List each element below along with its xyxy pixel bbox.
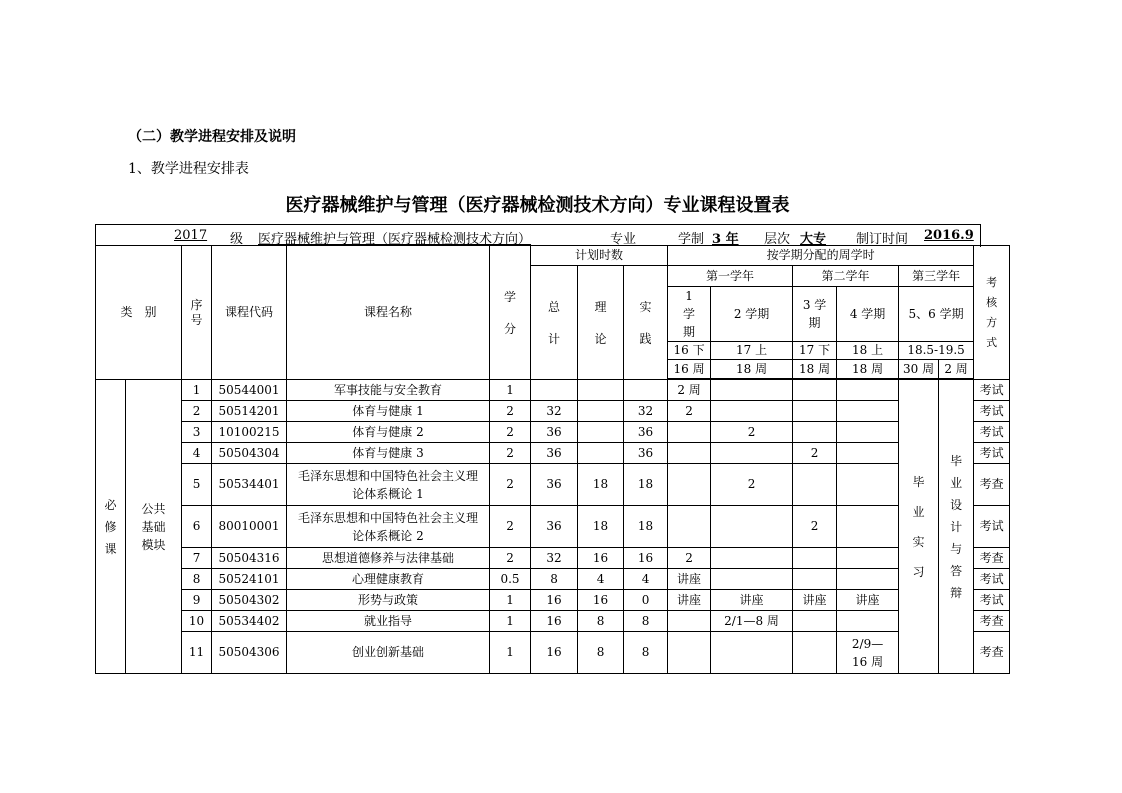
row-theory [578,443,624,464]
row-term2: 讲座 [711,590,793,611]
header-term2: 2 学期 [711,287,793,342]
row-code: 50514201 [212,401,287,422]
header-term56-period: 18.5-19.5 [899,342,974,360]
header-term1-weeks: 16 周 [668,360,711,379]
table-row [96,611,1010,632]
row-term4 [837,611,899,632]
header-term1-period: 16 下 [668,342,711,360]
row-term2: 2/1—8 周 [711,611,793,632]
row-credit: 1 [490,611,531,632]
row-practice: 32 [624,401,668,422]
row-code: 50534401 [212,464,287,506]
header-credit: 学分 [490,246,531,380]
document-title: 医疗器械维护与管理（医疗器械检测技术方向）专业课程设置表 [285,195,790,216]
category-required: 必修课 [96,380,126,674]
header-term6-weeks: 2 周 [939,360,974,379]
module-public-basic: 公共基础模块 [126,380,182,674]
row-term1 [668,443,711,464]
row-code: 10100215 [212,422,287,443]
row-practice: 8 [624,632,668,674]
major-suffix: 专业 [610,232,637,247]
row-term2 [711,443,793,464]
header-name: 课程名称 [287,246,490,380]
row-no: 6 [182,506,212,548]
row-name: 就业指导 [287,611,490,632]
header-term3: 3 学期 [793,287,837,342]
row-no: 3 [182,422,212,443]
header-term4-period: 18 上 [837,342,899,360]
row-exam: 考查 [974,632,1010,674]
grade-year: 2017 [174,228,208,243]
header-practice: 实践 [624,266,668,380]
row-term3: 2 [793,443,837,464]
row-theory: 8 [578,632,624,674]
row-theory [578,401,624,422]
row-exam: 考查 [974,464,1010,506]
row-term4 [837,401,899,422]
course-table [95,245,1010,674]
row-code: 50504316 [212,548,287,569]
header-term2-period: 17 上 [711,342,793,360]
major-name: 医疗器械维护与管理（医疗器械检测技术方向） [258,232,532,247]
row-code: 50544001 [212,380,287,401]
row-total: 16 [531,632,578,674]
row-no: 2 [182,401,212,422]
row-total: 36 [531,464,578,506]
row-exam: 考试 [974,401,1010,422]
row-term4 [837,569,899,590]
row-term3 [793,611,837,632]
header-year1: 第一学年 [668,266,793,287]
row-credit: 0.5 [490,569,531,590]
row-exam: 考试 [974,569,1010,590]
row-term1: 讲座 [668,590,711,611]
row-no: 11 [182,632,212,674]
row-name: 形势与政策 [287,590,490,611]
row-credit: 2 [490,548,531,569]
row-total [531,380,578,401]
row-credit: 1 [490,590,531,611]
row-term2 [711,506,793,548]
row-term2 [711,632,793,674]
row-exam: 考查 [974,611,1010,632]
row-total: 8 [531,569,578,590]
row-no: 9 [182,590,212,611]
row-term1 [668,422,711,443]
row-practice: 18 [624,506,668,548]
header-term4-weeks: 18 周 [837,360,899,379]
header-term3-weeks: 18 周 [793,360,837,379]
row-name: 思想道德修养与法律基础 [287,548,490,569]
row-term1: 2 [668,401,711,422]
row-practice: 0 [624,590,668,611]
row-theory: 8 [578,611,624,632]
table-row [96,401,1010,422]
header-total: 总计 [531,266,578,380]
row-no: 7 [182,548,212,569]
row-practice: 36 [624,443,668,464]
header-term5-weeks: 30 周 [899,360,939,379]
row-term2 [711,569,793,590]
row-term1 [668,464,711,506]
row-total: 32 [531,548,578,569]
info-row [95,224,981,247]
row-total: 36 [531,422,578,443]
row-term4 [837,548,899,569]
row-term3 [793,464,837,506]
row-term2 [711,401,793,422]
internship: 毕业实习 [899,380,939,674]
row-name: 毛泽东思想和中国特色社会主义理论体系概论 1 [287,464,490,506]
grade-suffix: 级 [230,232,244,247]
row-code: 50504302 [212,590,287,611]
row-no: 1 [182,380,212,401]
row-exam: 考试 [974,443,1010,464]
row-name: 体育与健康 1 [287,401,490,422]
row-practice [624,380,668,401]
row-no: 4 [182,443,212,464]
row-exam: 考试 [974,380,1010,401]
row-practice: 18 [624,464,668,506]
row-total: 16 [531,590,578,611]
header-assessment: 考核方式 [974,246,1010,380]
row-theory: 4 [578,569,624,590]
row-term3: 讲座 [793,590,837,611]
row-term4: 2/9—16 周 [837,632,899,674]
row-credit: 2 [490,464,531,506]
table-row [96,590,1010,611]
row-term3 [793,569,837,590]
row-exam: 考试 [974,506,1010,548]
header-term4: 4 学期 [837,287,899,342]
table-row [96,422,1010,443]
row-term3 [793,380,837,401]
row-credit: 2 [490,443,531,464]
row-exam: 考试 [974,422,1010,443]
row-name: 体育与健康 2 [287,422,490,443]
row-exam: 考查 [974,548,1010,569]
row-credit: 2 [490,422,531,443]
row-exam: 考试 [974,590,1010,611]
row-code: 80010001 [212,506,287,548]
row-name: 毛泽东思想和中国特色社会主义理论体系概论 2 [287,506,490,548]
row-total: 36 [531,506,578,548]
row-term4 [837,422,899,443]
header-code: 课程代码 [212,246,287,380]
header-term1: 1 学期 [668,287,711,342]
row-term1: 讲座 [668,569,711,590]
row-practice: 36 [624,422,668,443]
row-total: 16 [531,611,578,632]
row-term1: 2 [668,548,711,569]
row-term3 [793,422,837,443]
row-practice: 16 [624,548,668,569]
header-theory: 理论 [578,266,624,380]
thesis-defense: 毕业设计与答辩 [939,380,974,674]
header-term2-weeks: 18 周 [711,360,793,379]
row-term2: 2 [711,464,793,506]
row-code: 50504304 [212,443,287,464]
row-code: 50504306 [212,632,287,674]
row-theory: 18 [578,464,624,506]
row-term1 [668,611,711,632]
sub-heading: 1、教学进程安排表 [128,161,249,177]
row-name: 体育与健康 3 [287,443,490,464]
level-value: 大专 [800,232,827,247]
table-row [96,548,1010,569]
table-row [96,464,1010,506]
row-credit: 2 [490,401,531,422]
level-label: 层次 [764,232,791,247]
row-no: 10 [182,611,212,632]
row-theory [578,380,624,401]
row-term2: 2 [711,422,793,443]
row-name: 心理健康教育 [287,569,490,590]
header-year2: 第二学年 [793,266,899,287]
row-code: 50524101 [212,569,287,590]
duration-value: 3 年 [712,232,739,247]
table-row [96,506,1010,548]
header-seq: 序号 [182,246,212,380]
table-row [96,632,1010,674]
row-credit: 2 [490,506,531,548]
header-term3-period: 17 下 [793,342,837,360]
header-planned-hours: 计划时数 [531,246,668,266]
row-term3 [793,548,837,569]
row-theory [578,422,624,443]
row-term3 [793,401,837,422]
row-term4 [837,380,899,401]
date-value: 2016.9 [924,228,974,243]
row-theory: 16 [578,548,624,569]
row-term1 [668,506,711,548]
duration-label: 学制 [678,232,705,247]
row-no: 8 [182,569,212,590]
row-credit: 1 [490,380,531,401]
date-label: 制订时间 [856,232,909,247]
row-name: 军事技能与安全教育 [287,380,490,401]
row-term3 [793,632,837,674]
row-credit: 1 [490,632,531,674]
row-term1 [668,632,711,674]
row-term4: 讲座 [837,590,899,611]
header-weekly-hours: 按学期分配的周学时 [668,246,974,266]
row-term2 [711,380,793,401]
row-practice: 4 [624,569,668,590]
row-code: 50534402 [212,611,287,632]
table-row [96,443,1010,464]
row-term3: 2 [793,506,837,548]
header-year3: 第三学年 [899,266,974,287]
row-theory: 16 [578,590,624,611]
row-total: 32 [531,401,578,422]
table-row [96,380,1010,401]
row-name: 创业创新基础 [287,632,490,674]
section-heading: （二）教学进程安排及说明 [128,129,296,145]
header-category: 类 别 [96,246,182,380]
row-theory: 18 [578,506,624,548]
row-term4 [837,443,899,464]
row-term1: 2 周 [668,380,711,401]
header-term56: 5、6 学期 [899,287,974,342]
row-term4 [837,506,899,548]
row-practice: 8 [624,611,668,632]
row-total: 36 [531,443,578,464]
row-term4 [837,464,899,506]
row-no: 5 [182,464,212,506]
table-row [96,569,1010,590]
row-term2 [711,548,793,569]
